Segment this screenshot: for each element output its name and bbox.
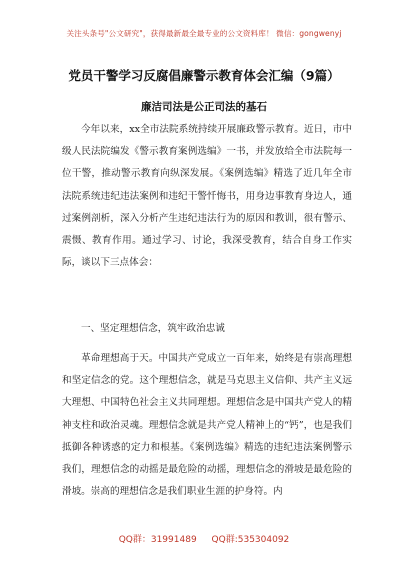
paragraph-intro: [62, 119, 352, 274]
document-subtitle: 廉洁司法是公正司法的基石: [141, 101, 267, 113]
document-title: 党员干警学习反腐倡廉警示教育体会汇编（9篇）: [68, 68, 340, 83]
header-banner: 关注头条号"公文研究"，获得最新最全最专业的公文资料库！ 微信：gongwenyj: [66, 29, 342, 38]
paragraph-intro-text: 今年以来，xx全市法院系统持续开展廉政警示教育。近日，市中级人民法院编发《警示教育案例选编》一书，并发放给全市法院每一位干警，推动警示教育向纵深发展。《案例选编》精选了近几年全市法院系统违纪违法案例和违纪干警忏悔书，用身边事教育身边人，通过案例剖析，深入分析产生违纪违法行为的原因和教训，很有警示、震慑、教育作用。通过学习、讨论，我深受教育，结合自身工作实际，谈以下三点体会：: [62, 124, 352, 269]
body-text-block-1: [62, 119, 352, 274]
footer-qq-group-1: QQ群：31991489: [118, 535, 197, 545]
section-heading-1: 一、坚定理想信念，筑牢政治忠诚: [81, 323, 225, 334]
footer-qq-group-2: QQ群:535304092: [211, 535, 290, 545]
body-text-block-2: [62, 318, 352, 340]
paragraph-ideals: [62, 348, 352, 503]
body-text-block-3: [62, 348, 352, 503]
paragraph-ideals-text: 革命理想高于天。中国共产党成立一百年来，始终是有崇高理想和坚定信念的党。这个理想信念，就是马克思主义信仰、共产主义远大理想、中国特色社会主义共同理想。理想信念是中国共产党人的精神支柱和政治灵魂。理想信念就是共产党人精神上的“钙”，也是我们抵御各种诱惑的定力和根基。《案例选编》精选的违纪违法案例警示我们，理想信念的动摇是最危险的动摇，理想信念的滑坡是最危险的滑坡。崇高的理想信念是我们职业生涯的护身符。内: [62, 353, 352, 498]
footer-bar: [0, 532, 408, 545]
